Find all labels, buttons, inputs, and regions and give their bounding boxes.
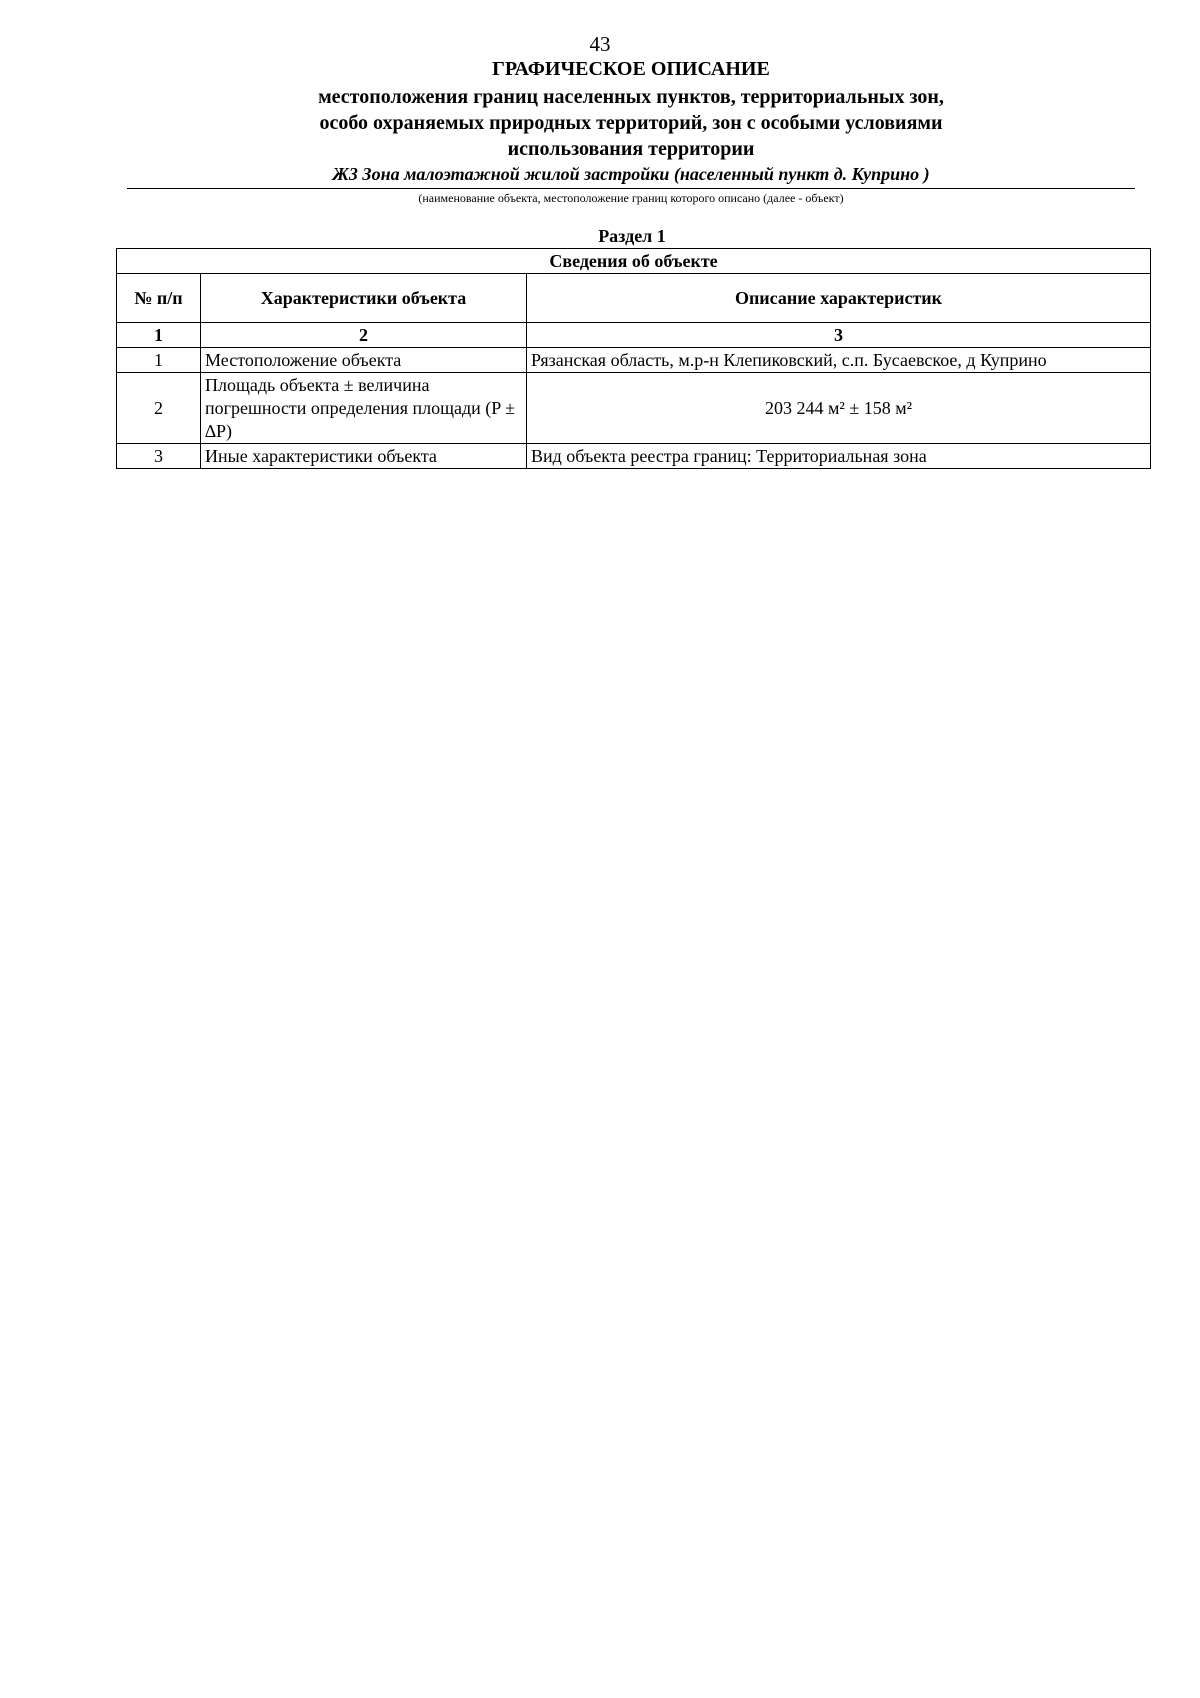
object-info-table bbox=[116, 248, 1151, 469]
section-title: Раздел 1 bbox=[598, 226, 666, 246]
object-name: Ж3 Зона малоэтажной жилой застройки (населенный пункт д. Куприно ) bbox=[332, 164, 930, 184]
object-name-caption: (наименование объекта, местоположение границ которого описано (далее - объект) bbox=[418, 191, 844, 205]
column-header-description: Описание характеристик bbox=[527, 274, 1151, 323]
row-number: 2 bbox=[117, 373, 201, 444]
row-description: Вид объекта реестра границ: Территориальная зона bbox=[527, 444, 1151, 469]
column-number-row bbox=[117, 323, 1151, 348]
object-name-underline bbox=[127, 188, 1135, 189]
table-caption: Сведения об объекте bbox=[117, 249, 1151, 274]
column-number: 3 bbox=[527, 323, 1151, 348]
table-header-row bbox=[117, 274, 1151, 323]
row-number: 3 bbox=[117, 444, 201, 469]
row-characteristic: Площадь объекта ± величина погрешности определения площади (P ± ∆P) bbox=[201, 373, 527, 444]
row-number: 1 bbox=[117, 348, 201, 373]
table-row bbox=[117, 348, 1151, 373]
column-header-characteristic: Характеристики объекта bbox=[201, 274, 527, 323]
document-subtitle: местоположения границ населенных пунктов, территориальных зон, особо охраняемых природных территорий, зон с особыми условиями использования территории bbox=[318, 86, 944, 160]
document-title: ГРАФИЧЕСКОЕ ОПИСАНИЕ bbox=[492, 58, 770, 80]
row-characteristic: Иные характеристики объекта bbox=[201, 444, 527, 469]
row-characteristic: Местоположение объекта bbox=[201, 348, 527, 373]
page-number: 43 bbox=[589, 32, 611, 56]
column-number: 2 bbox=[201, 323, 527, 348]
table-row bbox=[117, 444, 1151, 469]
table-row bbox=[117, 373, 1151, 444]
row-description: 203 244 м² ± 158 м² bbox=[527, 373, 1151, 444]
table-caption-row bbox=[117, 249, 1151, 274]
row-description: Рязанская область, м.р-н Клепиковский, с.п. Бусаевское, д Куприно bbox=[527, 348, 1151, 373]
column-header-number: № п/п bbox=[117, 274, 201, 323]
column-number: 1 bbox=[117, 323, 201, 348]
